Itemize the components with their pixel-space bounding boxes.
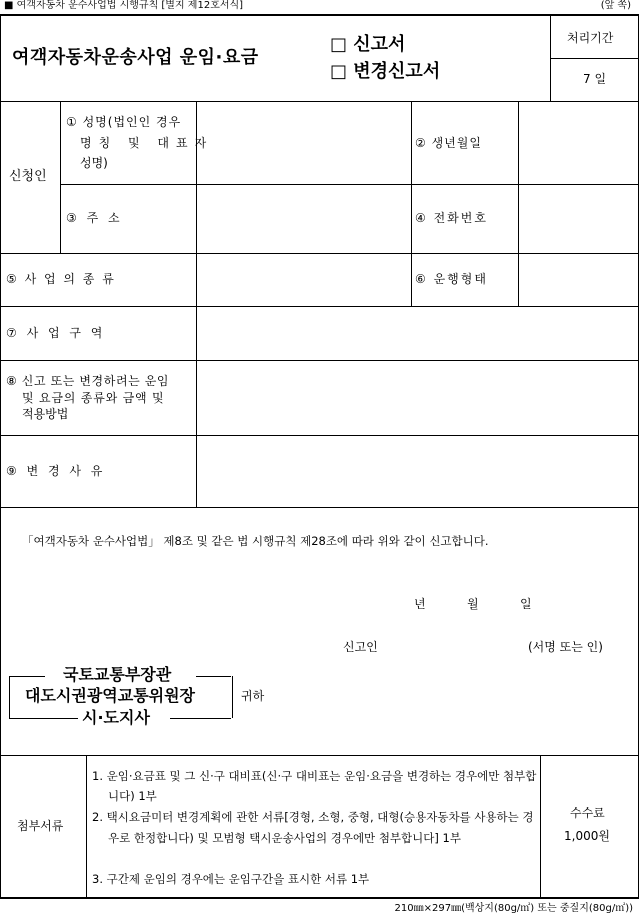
day-label: 일 [520,597,532,611]
operation-type-label: ⑥ 운행형태 [415,272,488,286]
address-label: ③ 주 소 [66,211,123,225]
recipient-minister: 국토교통부장관 [63,665,172,684]
processing-period-label: 처리기간 [567,31,614,45]
form-title: 여객자동차운송사업 운임·요금 [12,47,259,68]
fare-label-line3: 적용방법 [22,407,69,421]
recipient-committee: 대도시권광역교통위원장 [25,686,196,705]
page-side-label: (앞 쪽) [600,0,631,11]
attachment-item-1: 1. 운임·요금표 및 그 신·구 대비표(신·구 대비표는 운임·요금을 변경하는 경우에만 첨부합니다) 1부 [92,769,537,803]
name-label-line2: 명칭 및 대표자 [80,136,214,150]
attachment-item-2: 2. 택시요금미터 변경계획에 관한 서류[경형, 소형, 중형, 대형(승용자동차를 사용하는 경우로 한정합니다) 및 모범형 택시운송사업의 경우에만 첨부합니다] 1부 [92,810,534,845]
applicant-label: 신청인 [9,169,47,184]
declaration-statement: 「여객자동차 운수사업법」 제8조 및 같은 법 시행규칙 제28조에 따라 위와 같이 신고합니다. [22,534,489,548]
fare-label-line2: 및 요금의 종류와 금액 및 [22,391,165,405]
honorific-label: 귀하 [241,689,265,703]
reporter-label: 신고인 [343,640,378,654]
fare-label-line1: ⑧ 신고 또는 변경하려는 운임 [6,374,170,388]
fee-value: 1,000원 [564,829,610,843]
name-label-line3: 성명) [80,156,108,170]
business-type-label: ⑤ 사 업 의 종 류 [6,272,116,286]
year-label: 년 [414,597,426,611]
birth-date-label: ② 생년월일 [415,136,482,150]
phone-label: ④ 전화번호 [415,211,488,225]
attachments-label: 첨부서류 [17,819,64,833]
processing-period-value: 7 일 [583,72,607,86]
change-report-option[interactable]: □ 변경신고서 [330,61,441,82]
business-area-label: ⑦ 사 업 구 역 [6,326,106,340]
name-label-line1: ① 성명(법인인 경우 [66,115,182,129]
form-header-left: ■ 여객자동차 운수사업법 시행규칙 [별지 제12호서식] [4,0,244,11]
month-label: 월 [467,597,479,611]
report-option[interactable]: □ 신고서 [330,34,406,55]
fee-label: 수수료 [570,806,605,820]
signature-label: (서명 또는 인) [528,640,603,654]
change-reason-label: ⑨ 변 경 사 유 [6,464,106,478]
attachment-item-3: 3. 구간제 운임의 경우에는 운임구간을 표시한 서류 1부 [92,872,370,886]
paper-spec: 210㎜×297㎜(백상지(80g/㎡) 또는 중질지(80g/㎡)) [394,903,633,914]
recipient-governor: 시·도지사 [82,708,150,727]
